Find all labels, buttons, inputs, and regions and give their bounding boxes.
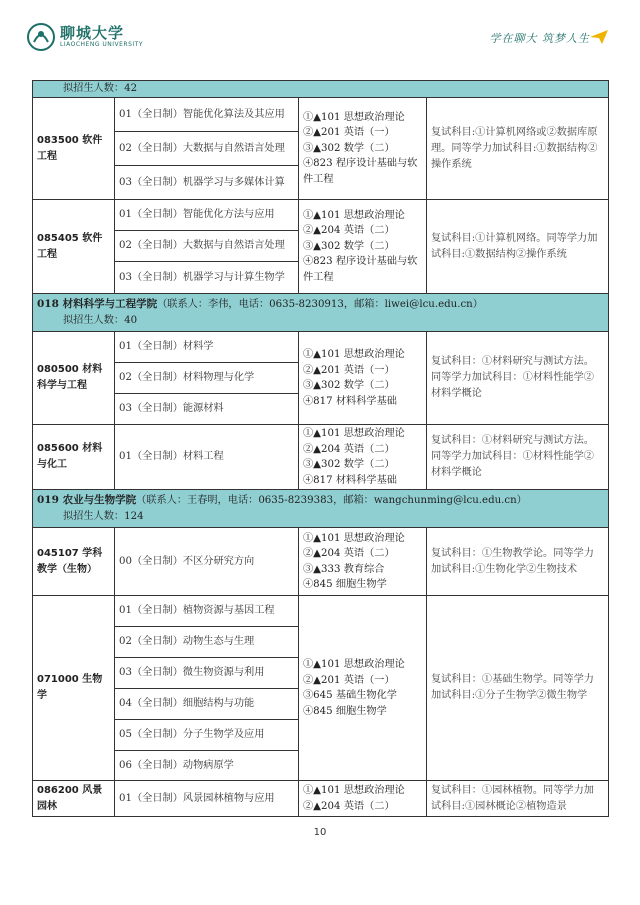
direction-cell: 02（全日制）动物生态与生理 — [115, 627, 299, 658]
retest-subjects: 复试科目：①生物教学论。同等学力加试科目:①生物化学②生物技术 — [427, 528, 609, 596]
logo-chinese-name: 聊城大学 — [60, 24, 125, 42]
direction-cell: 01（全日制）智能优化方法与应用 — [115, 200, 299, 231]
quota-band — [33, 81, 609, 98]
direction-cell: 01（全日制）植物资源与基因工程 — [115, 596, 299, 627]
exam-subjects: ①▲101 思想政治理论 ②▲201 英语（一） ③▲302 数学（二） ④817 材料科学基础 — [299, 332, 427, 425]
direction-cell: 00（全日制）不区分研究方向 — [115, 528, 299, 596]
exam-subjects: ①▲101 思想政治理论 ②▲204 英语（二） ③▲302 数学（二） ④823 程序设计基础与软件工程 — [299, 200, 427, 294]
exam-subjects: ①▲101 思想政治理论 ②▲204 英语（二） ③▲333 教育综合 ④845 细胞生物学 — [299, 528, 427, 596]
quota-text: 拟招生人数：42 — [33, 81, 609, 98]
direction-cell: 01（全日制）材料工程 — [115, 425, 299, 490]
header-slogan: 学在聊大 筑梦人生 — [489, 32, 590, 45]
page-header — [0, 0, 640, 72]
university-logo-icon — [26, 22, 56, 52]
retest-subjects: 复试科目：①材料研究与测试方法。同等学力加试科目：①材料性能学②材料学概论 — [427, 332, 609, 425]
direction-cell: 03（全日制）机器学习与计算生物学 — [115, 262, 299, 294]
retest-subjects: 复试科目：①基础生物学。同等学力加试科目:①分子生物学②微生物学 — [427, 596, 609, 781]
direction-cell: 03（全日制）能源材料 — [115, 394, 299, 425]
logo-english-name: LIAOCHENG UNIVERSITY — [60, 41, 143, 48]
retest-subjects: 复试科目:①计算机网络或②数据库原理。同等学力加试科目:①数据结构②操作系统 — [427, 98, 609, 200]
retest-subjects: 复试科目:①计算机网络。同等学力加试科目:①数据结构②操作系统 — [427, 200, 609, 294]
direction-cell: 06（全日制）动物病原学 — [115, 751, 299, 781]
exam-subjects: ①▲101 思想政治理论 ②▲201 英语（一） ③▲302 数学（二） ④823 程序设计基础与软件工程 — [299, 98, 427, 200]
table-row — [33, 596, 609, 627]
direction-cell: 01（全日制）风景园林植物与应用 — [115, 781, 299, 817]
major-name: 085405 软件工程 — [33, 200, 115, 294]
retest-subjects: 复试科目：①园林植物。同等学力加试科目:①园林概论②植物造景 — [427, 781, 609, 817]
major-name: 085600 材料与化工 — [33, 425, 115, 490]
direction-cell: 02（全日制）大数据与自然语言处理 — [115, 132, 299, 166]
direction-cell: 01（全日制）材料学 — [115, 332, 299, 363]
table-row — [33, 332, 609, 363]
major-name: 086200 风景园林 — [33, 781, 115, 817]
major-name: 071000 生物学 — [33, 596, 115, 781]
direction-cell: 02（全日制）大数据与自然语言处理 — [115, 231, 299, 262]
paper-plane-icon — [590, 30, 608, 44]
exam-subjects: ①▲101 思想政治理论 ②▲204 英语（二） ③▲302 数学（二） ④817 材料科学基础 — [299, 425, 427, 490]
college-contact: （联系人：王春明，电话：0635-8239383，邮箱：wangchunming@lcu.edu.cn） — [136, 495, 527, 506]
college-band — [33, 490, 609, 528]
exam-subjects: ①▲101 思想政治理论 ②▲201 英语（一） ③645 基础生物化学 ④845 细胞生物学 — [299, 596, 427, 781]
college-band — [33, 294, 609, 332]
table-row — [33, 528, 609, 596]
direction-cell: 04（全日制）细胞结构与功能 — [115, 689, 299, 720]
page-number: 10 — [313, 827, 327, 838]
major-name: 080500 材料科学与工程 — [33, 332, 115, 425]
major-name: 045107 学科教学（生物） — [33, 528, 115, 596]
retest-subjects: 复试科目：①材料研究与测试方法。同等学力加试科目：①材料性能学②材料学概论 — [427, 425, 609, 490]
direction-cell: 05（全日制）分子生物学及应用 — [115, 720, 299, 751]
quota-text: 拟招生人数：124 — [63, 511, 144, 522]
table-row — [33, 781, 609, 817]
table-row — [33, 98, 609, 132]
direction-cell: 02（全日制）材料物理与化学 — [115, 363, 299, 394]
quota-text: 拟招生人数：40 — [63, 315, 138, 326]
major-name: 083500 软件工程 — [33, 98, 115, 200]
direction-cell: 03（全日制）机器学习与多媒体计算 — [115, 166, 299, 200]
admission-table — [32, 80, 609, 817]
college-title: 019 农业与生物学院 — [37, 494, 137, 506]
college-contact: （联系人：李伟，电话：0635-8230913，邮箱：liwei@lcu.edu.cn） — [157, 299, 483, 310]
college-title: 018 材料科学与工程学院 — [37, 298, 158, 310]
direction-cell: 03（全日制）微生物资源与利用 — [115, 658, 299, 689]
table-row — [33, 425, 609, 490]
table-row — [33, 200, 609, 231]
direction-cell: 01（全日制）智能优化算法及其应用 — [115, 98, 299, 132]
exam-subjects: ①▲101 思想政治理论 ②▲204 英语（二） — [299, 781, 427, 817]
